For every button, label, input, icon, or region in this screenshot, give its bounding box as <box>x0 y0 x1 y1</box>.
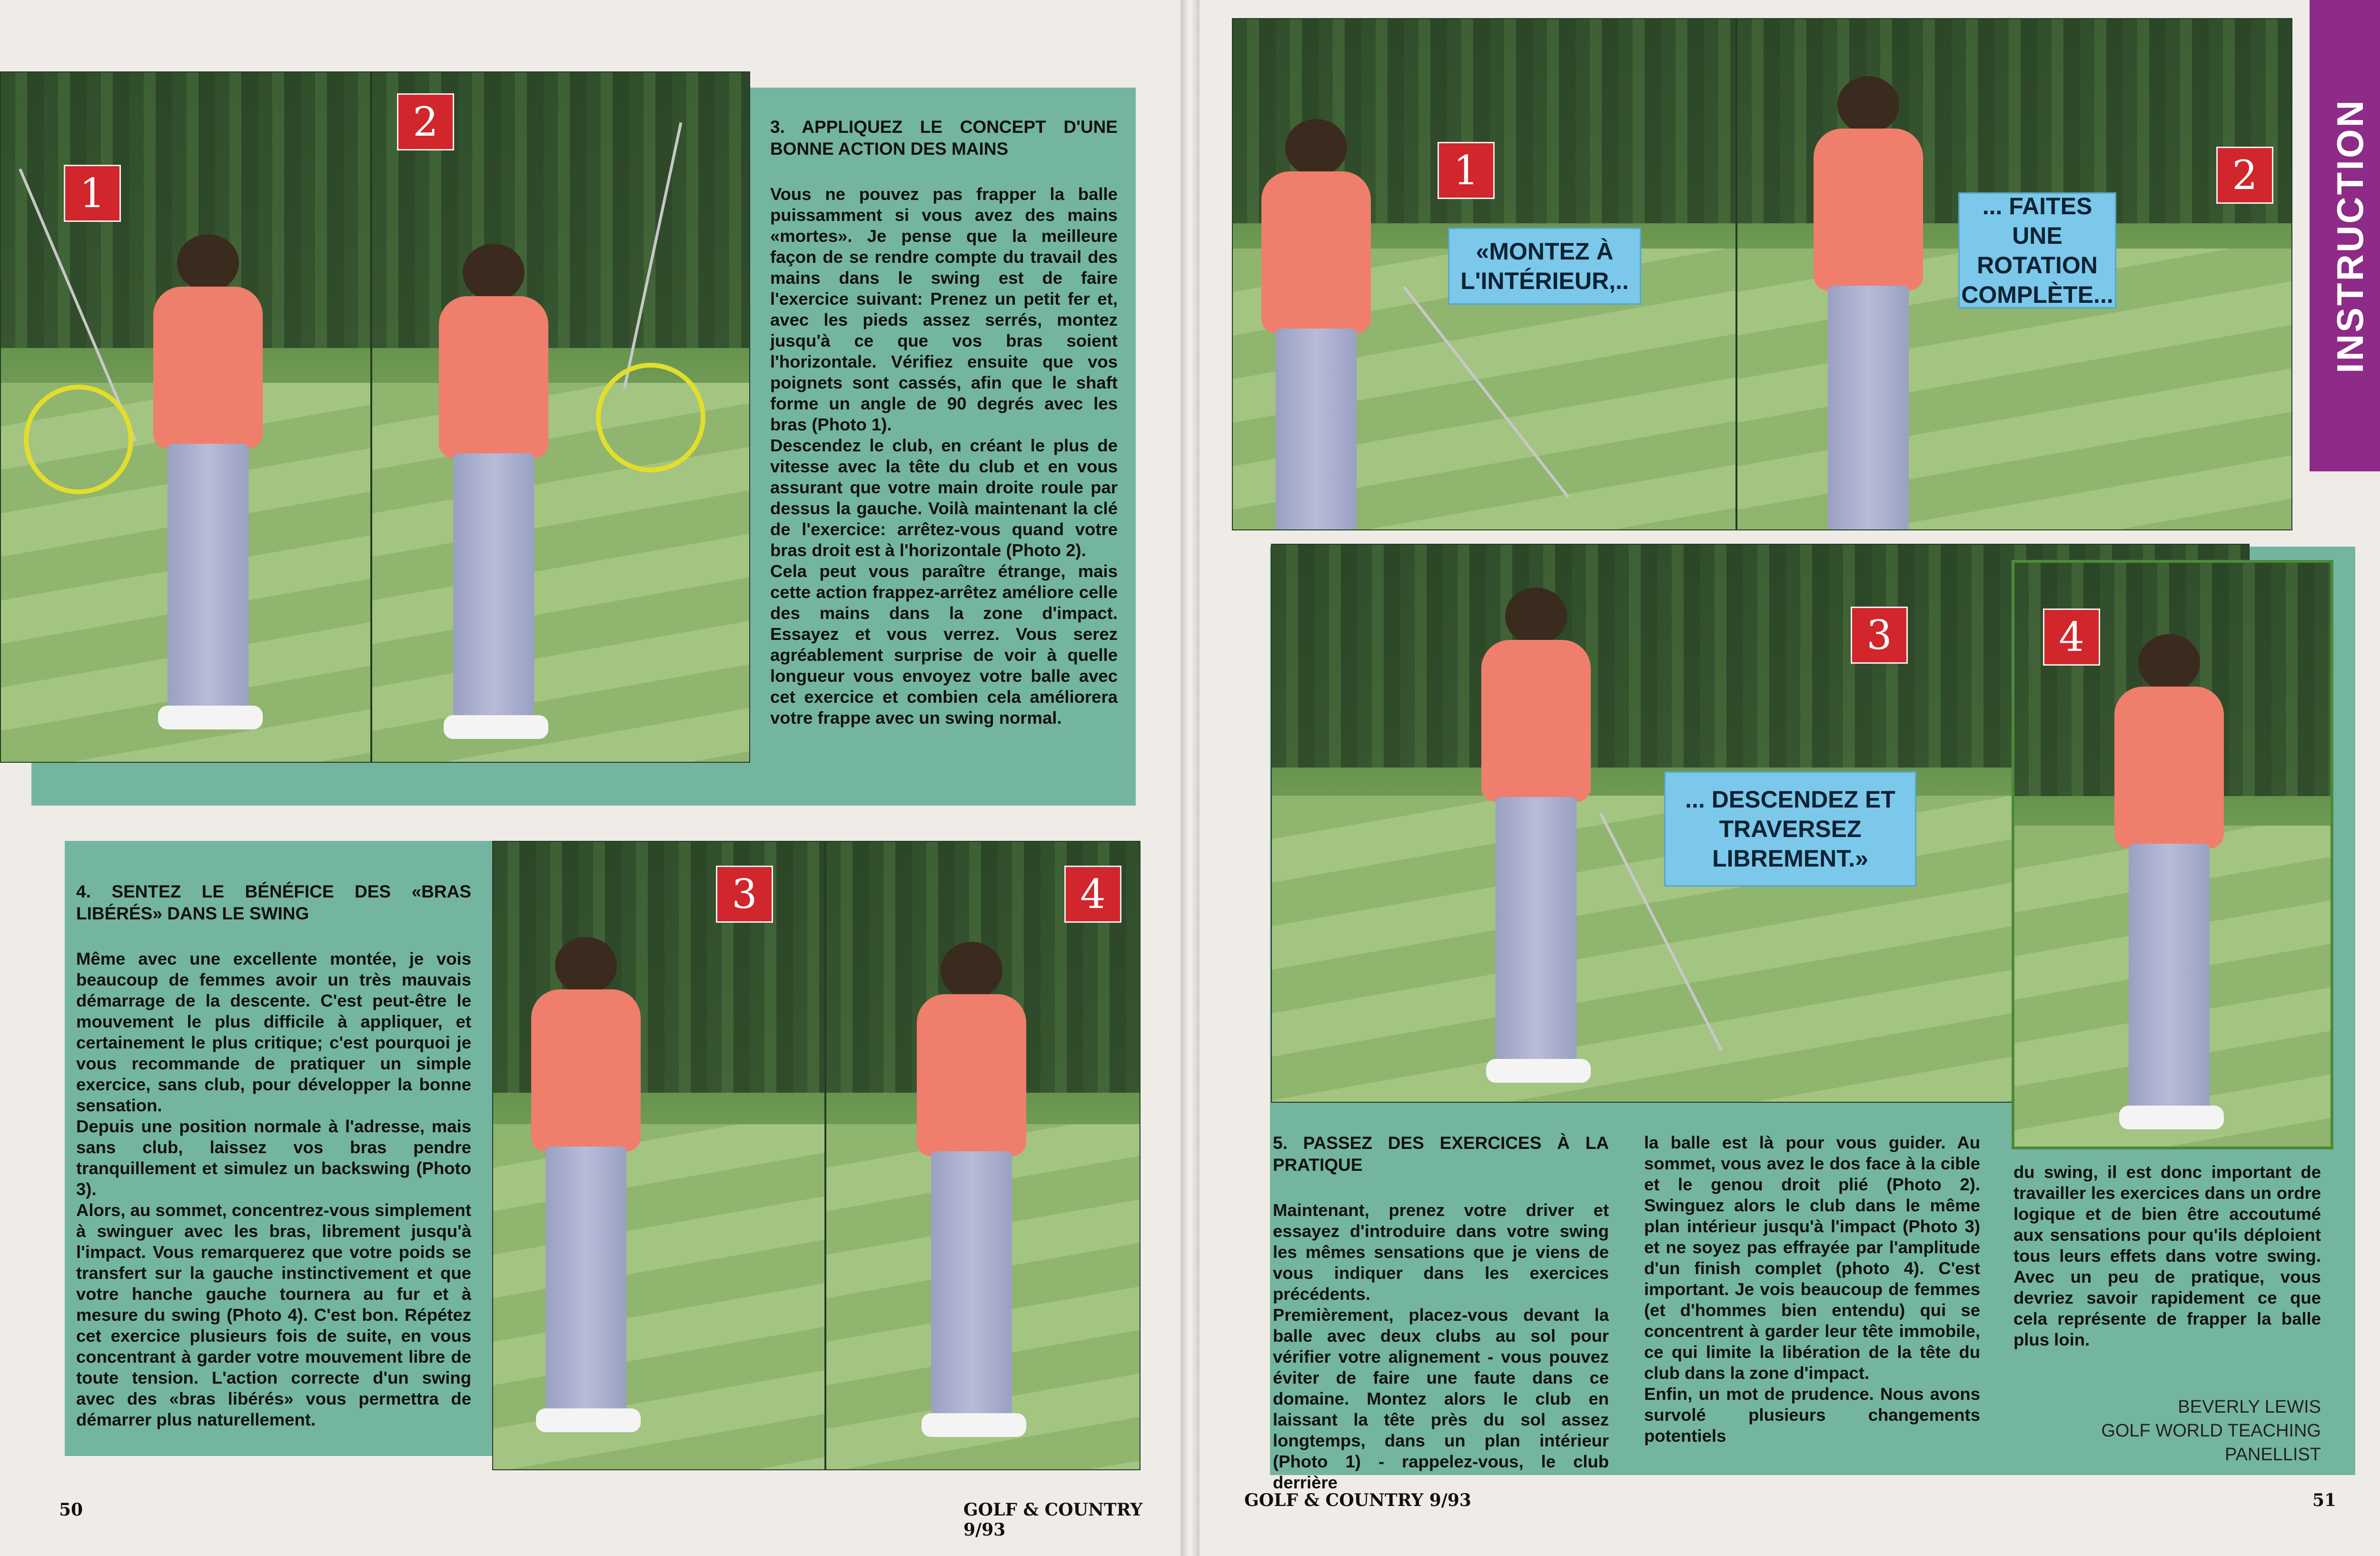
photo-number-4: 4 <box>1064 866 1121 923</box>
photo-4-driver <box>2012 560 2333 1149</box>
right-page <box>1200 0 2380 1556</box>
caption-rotation: ... FAITES UNE ROTATION COMPLÈTE... <box>1958 192 2116 309</box>
section4-heading: 4. SENTEZ LE BÉNÉFICE DES «BRAS LIBÉRÉS» DANS LE SWING <box>76 882 471 923</box>
section5-paragraph: Maintenant, prenez votre driver et essayez d'introduire dans votre swing les mêmes sensations que je viens de vous indiquer dans les exercices précédents. <box>1273 1200 1609 1304</box>
instruction-tab-label: INSTRUCTION <box>2329 98 2371 373</box>
section4-paragraph: Alors, au sommet, concentrez-vous simplement à swinguer avec les bras, librement jusqu'à l'impact. Vous remarquerez que votre poids se transfert sur la gauche instinctivement et que votre hanche gauche tournera au fur et à mesure du swing (Photo 4). C'est bon. Répétez cet exercice plusieurs fois de suite, en vous concentrant à garder votre mouvement libre de toute tension. L'action correcte d'un swing avec des «bras libérés» vous permettra de démarrer plus naturellement. <box>76 1200 471 1429</box>
section5-column-1 <box>1273 1132 1609 1493</box>
folio-title-right: GOLF & COUNTRY 9/93 <box>1244 1490 1471 1510</box>
section5-column-3 <box>2013 1162 2321 1350</box>
section5-column-2 <box>1644 1132 1980 1446</box>
section5-paragraph: Premièrement, placez-vous devant la balle avec deux clubs au sol pour vérifier votre alignement - vous pouvez éviter de faire une faute dans ce domaine. Montez alors le club en laissant la tête près du sol assez longtemps, dans un plan intérieur (Photo 1) - rappelez-vous, le club derrière <box>1273 1305 1609 1492</box>
section5-paragraph: la balle est là pour vous guider. Au sommet, vous avez le dos face à la cible et le genou droit plié (Photo 2). Swinguez alors le club dans le même plan intérieur jusqu'à l'impact (Photo 3) et ne soyez pas effrayée par l'amplitude d'un finish complet (photo 4). C'est important. Je vois beaucoup de femmes (et d'hommes bien entendu) qui se concentrent à garder leur tête immobile, ce qui limite la libération de la tête du club dans la zone d'impact. <box>1644 1133 1980 1383</box>
photo-number-2: 2 <box>2216 147 2273 204</box>
spine-gutter <box>1180 0 1200 1556</box>
section3-paragraph: Descendez le club, en créant le plus de vitesse avec la tête du club et en vous assurant que votre main droite roule par dessus la gauche. Voilà maintenant la clé de l'exercice: arrêtez-vous quand votre bras droit est à l'horizontale (Photo 2). <box>770 436 1118 560</box>
author-credit <box>2009 1395 2321 1466</box>
page-number-right: 51 <box>2312 1490 2337 1510</box>
caption-montez: «MONTEZ À L'INTÉRIEUR,.. <box>1448 228 1641 305</box>
page-number-left: 50 <box>59 1500 83 1520</box>
folio-title-left: GOLF & COUNTRY 9/93 <box>963 1500 1143 1540</box>
photo-number-3: 3 <box>1851 607 1908 664</box>
photo-number-2: 2 <box>397 93 454 150</box>
hands-highlight-circle <box>24 385 133 494</box>
section5-paragraph: du swing, il est donc important de travailler les exercices dans un ordre logique et de bien être accoutumé aux sensations pour qu'ils déploient tous leurs effets dans votre swing. Avec un peu de pratique, vous devriez savoir rapidement ce que cela représente de frapper la balle plus loin. <box>2013 1162 2321 1349</box>
section3-heading: 3. APPLIQUEZ LE CONCEPT D'UNE BONNE ACTION DES MAINS <box>770 117 1118 159</box>
caption-descendez: ... DESCENDEZ ET TRAVERSEZ LIBREMENT.» <box>1664 771 1916 887</box>
photo-2-hands-drill <box>371 71 750 763</box>
author-name: BEVERLY LEWIS <box>2178 1397 2321 1417</box>
section5-paragraph: Enfin, un mot de prudence. Nous avons survolé plusieurs changements potentiels <box>1644 1384 1980 1446</box>
photo-number-4: 4 <box>2043 608 2100 666</box>
section3-text <box>770 116 1118 728</box>
photo-number-1: 1 <box>1438 142 1495 199</box>
section3-paragraph: Vous ne pouvez pas frapper la balle puissamment si vous avez des mains «mortes». Je pense que la meilleure façon de se rendre compte du travail des mains dans le swing est de faire l'exercice suivant: Prenez un petit fer et, avec les pieds assez serrés, montez jusqu'à ce que vos bras soient l'horizontale. Vérifiez ensuite que vos poignets sont cassés, afin que le shaft forme un angle de 90 degrés avec les bras (Photo 1). <box>770 184 1118 434</box>
photo-4-free-arms <box>825 841 1140 1470</box>
section4-paragraph: Depuis une position normale à l'adresse, mais sans club, laissez vos bras pendre tranquillement et simulez un backswing (Photo 3). <box>76 1117 471 1199</box>
section4-paragraph: Même avec une excellente montée, je vois beaucoup de femmes avoir un très mauvais démarrage de la descente. C'est peut-être le mouvement le plus difficile à appliquer, et certainement le plus critique; c'est pourquoi je vous recommande de pratiquer un simple exercice, sans club, pour développer la bonne sensation. <box>76 949 471 1115</box>
photo-3-free-arms <box>492 841 825 1470</box>
section3-paragraph: Cela peut vous paraître étrange, mais cette action frappez-arrêtez améliore celle des mains dans la zone d'impact. Essayez et vous verrez. Vous serez agréablement surprise de voir à quelle longueur vous envoyez votre balle avec cet exercice et combien cela améliorera votre frappe avec un swing normal. <box>770 561 1118 728</box>
section4-text <box>76 881 471 1430</box>
hands-highlight-circle <box>596 363 705 472</box>
author-title: GOLF WORLD TEACHING PANELLIST <box>2101 1421 2321 1465</box>
instruction-tab <box>2310 0 2380 471</box>
photo-1-hands-drill <box>0 71 371 763</box>
section5-heading: 5. PASSEZ DES EXERCICES À LA PRATIQUE <box>1273 1133 1609 1175</box>
photo-number-1: 1 <box>64 165 121 222</box>
photo-number-3: 3 <box>716 866 773 923</box>
left-page <box>0 0 1180 1556</box>
